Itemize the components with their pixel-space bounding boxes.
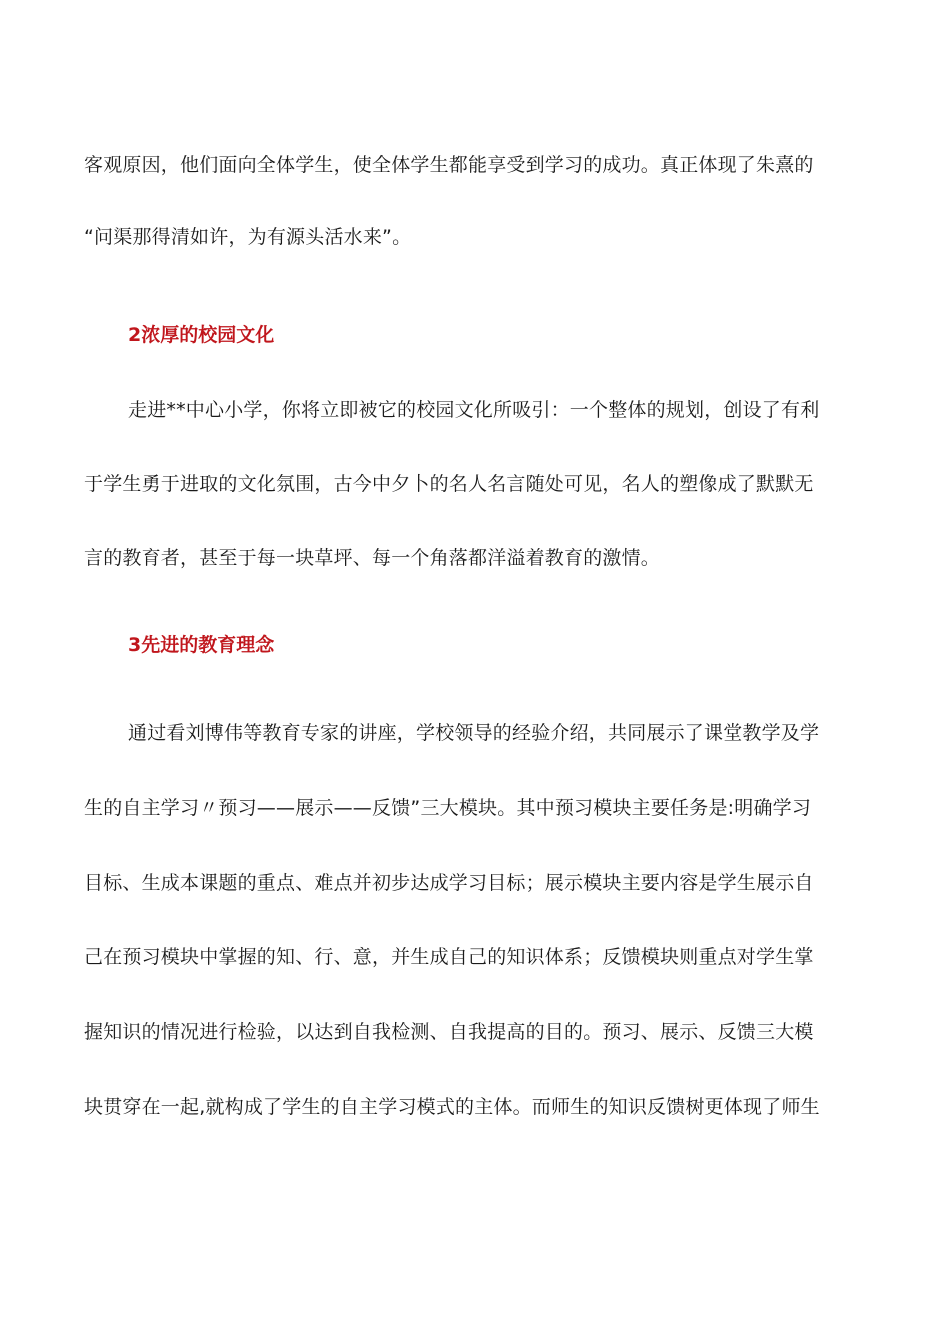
section-heading-education-philosophy: 3先进的教育理念 <box>128 634 275 656</box>
paragraph-line: 于学生勇于进取的文化氛围，古今中夕卜的名人名言随处可见，名人的塑像成了默默无 <box>84 473 814 495</box>
paragraph-line: 己在预习模块中掌握的知、行、意，并生成自己的知识体系；反馈模块则重点对学生掌 <box>84 946 814 968</box>
paragraph-line: 走进**中心小学，你将立即被它的校园文化所吸引：一个整体的规划，创设了有利 <box>128 399 820 421</box>
section-heading-campus-culture: 2浓厚的校园文化 <box>128 324 275 346</box>
paragraph-line: 块贯穿在一起,就构成了学生的自主学习模式的主体。而师生的知识反馈树更体现了师生 <box>84 1096 820 1118</box>
paragraph-line: “问渠那得清如许，为有源头活水来”。 <box>84 226 412 248</box>
paragraph-line: 目标、生成本课题的重点、难点并初步达成学习目标；展示模块主要内容是学生展示自 <box>84 872 814 894</box>
paragraph-line: 生的自主学习〃预习——展示——反馈”三大模块。其中预习模块主要任务是:明确学习 <box>84 797 812 819</box>
paragraph-line: 客观原因，他们面向全体学生，使全体学生都能享受到学习的成功。真正体现了朱熹的 <box>84 154 814 176</box>
paragraph-line: 言的教育者，甚至于每一块草坪、每一个角落都洋溢着教育的激情。 <box>84 547 661 569</box>
paragraph-line: 握知识的情况进行检验，以达到自我检测、自我提高的目的。预习、展示、反馈三大模 <box>84 1021 814 1043</box>
paragraph-line: 通过看刘博伟等教育专家的讲座，学校领导的经验介绍，共同展示了课堂教学及学 <box>128 722 820 744</box>
